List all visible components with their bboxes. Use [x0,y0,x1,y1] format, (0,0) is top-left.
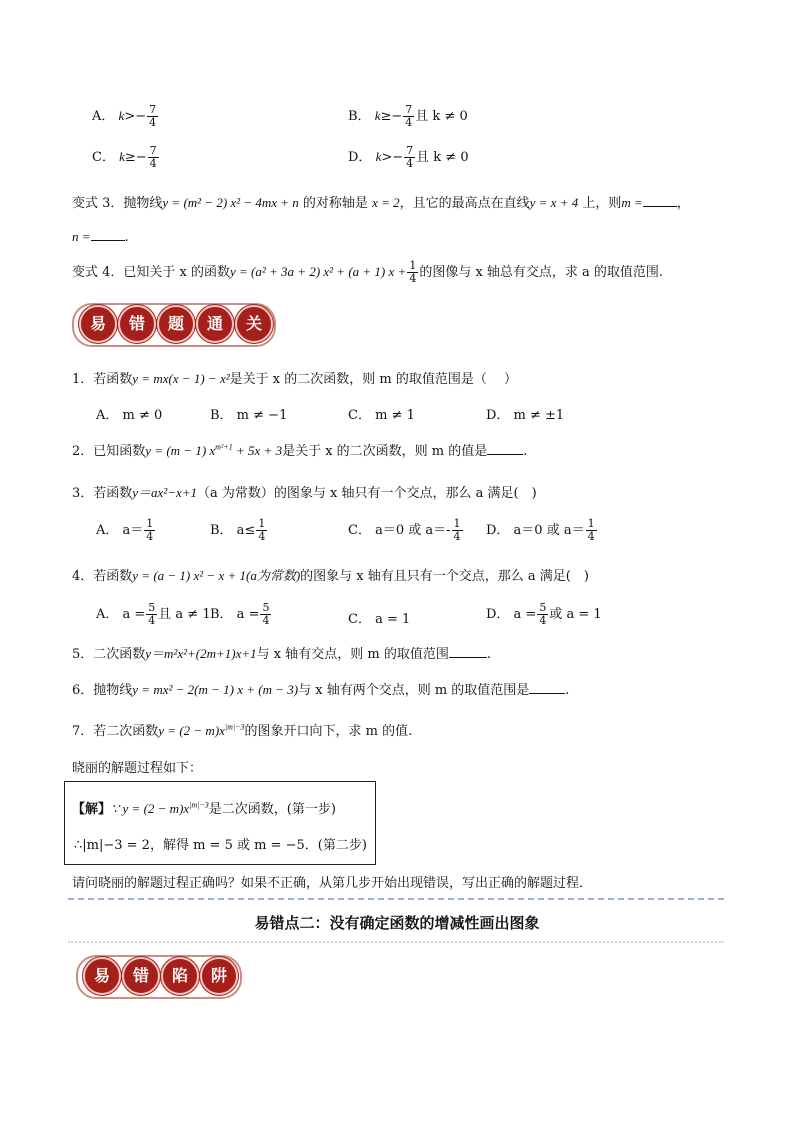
badge-char: 阱 [200,957,238,995]
question-3 [72,482,537,501]
question-text: 5．二次函数 [72,647,146,662]
relation: >− [124,109,147,124]
question-text: 的图像与 x 轴总有交点，求 a 的取值范围. [419,265,664,280]
option-c-b2 [92,145,160,170]
var-k: k [118,108,125,123]
option-label: B． [348,109,371,124]
badge-char: 易 [79,305,117,343]
question-text: 6．抛物线 [72,683,133,698]
q4-option-a: A． a = $\frac{5}{4}$ 且 a ≠ 1 [96,601,211,627]
badge-char: 错 [122,957,160,995]
solution-line-1 [72,798,336,817]
question-text: 7．若二次函数 [72,724,159,739]
question-6 [72,679,569,698]
xiaoli-intro: 晓丽的解题过程如下： [72,761,203,776]
option-a-b2 [92,104,159,129]
q1-option-d: D． m ≠ ±1 [486,408,565,423]
formula: ∵ y = (2 − m)x [111,801,190,816]
badge-char: 关 [235,305,273,343]
q1-option-a: A． m ≠ 0 [96,408,163,423]
question-5 [72,643,491,662]
question-text: 的图象与 x 轴有且只有一个交点，那么 a 满足( ) [300,569,589,584]
option-b-b2 [348,104,468,129]
question-text: 1．若函数 [72,372,133,387]
question-text: . [486,647,491,662]
question-text: 与 x 轴有两个交点，则 m 的取值范围是 [298,683,530,698]
question-text: 4．若函数 [72,569,133,584]
question-text: 是关于 x 的二次函数，则 m 的值是 [282,444,488,459]
question-text: . [124,230,129,245]
fraction: $\frac{7}{4}$ [406,144,414,170]
formula: y = x + 4 [529,195,579,210]
q4-option-c: C． a = 1 [348,612,411,627]
bianshi3-line [72,192,690,211]
follow-up-question: 请问晓丽的解题过程正确吗？如果不正确，从第几步开始出现错误，写出正确的解题过程． [72,876,593,891]
formula: m = [621,195,643,210]
q1-option-c: C． m ≠ 1 [348,408,415,423]
q3-option-d: D． a＝0 或 a＝ $\frac{1}{4}$ [486,517,595,543]
option-d-b2 [348,145,469,170]
answer-blank[interactable] [487,442,523,455]
badge-char: 通 [196,305,234,343]
question-text: 变式 4．已知关于 x 的函数 [72,265,230,280]
formula: n = [72,229,91,244]
q4-option-b: B． a = $\frac{5}{4}$ [210,601,270,627]
fraction: $\frac{7}{4}$ [149,144,157,170]
q3-option-a: A． a＝ $\frac{1}{4}$ [96,517,154,543]
solution-line-2: ∴|m|−3 = 2，解得 m = 5 或 m = −5．(第二步) [74,838,367,853]
question-7 [72,720,412,739]
formula: y = (a² + 3a + 2) x² + (a + 1) x + [230,264,407,279]
option-label: C． [92,150,115,165]
formula: y = (2 − m)x [158,723,225,738]
exponent: |m|−3 [224,722,245,732]
question-text: ， [676,196,690,211]
q4-option-d: D． a = $\frac{5}{4}$ 或 a = 1 [486,601,602,627]
question-text: 的对称轴是 [298,196,373,211]
question-text: 变式 3．抛物线 [72,196,163,211]
bianshi3-line2 [72,228,129,245]
var-k: k [119,149,125,164]
formula: y = (a − 1) x² − x + 1(a为常数) [132,568,301,583]
q3-option-c: C． a＝0 或 a＝- $\frac{1}{4}$ [348,517,461,543]
formula: + 5x + 3 [232,443,283,458]
var-k: k [375,149,382,164]
question-text: 是关于 x 的二次函数，则 m 的取值范围是（ ） [229,372,517,387]
question-text: 与 x 轴有交点，则 m 的取值范围 [256,647,449,662]
answer-blank[interactable] [91,228,125,241]
formula: y＝m²x²+(2m+1)x+1 [145,646,257,661]
fraction: $\frac{7}{4}$ [149,103,157,129]
badge-char: 错 [118,305,156,343]
formula: y = (m − 1) x [145,443,216,458]
question-text: 的图象开口向下，求 m 的值. [244,724,413,739]
fraction: $\frac{1}{4}$ [409,259,417,285]
question-2 [72,440,527,459]
relation: ≥− [380,109,403,124]
solution-tag: 【解】 [72,802,112,817]
question-text: . [565,683,570,698]
section-divider-bottom [68,941,724,943]
question-4 [72,565,589,584]
question-text: （a 为常数）的图象与 x 轴只有一个交点，那么 a 满足( ) [197,486,537,501]
fraction: $\frac{7}{4}$ [405,103,413,129]
var-k: k [374,108,381,123]
badge-char: 易 [83,957,121,995]
question-text: ，且它的最高点在直线 [399,196,530,211]
option-tail: 且 k ≠ 0 [415,109,468,124]
section-title: 易错点二：没有确定函数的增减性画出图象 [254,914,540,932]
exponent: m²+1 [215,442,233,452]
question-1 [72,368,517,387]
question-text: . [523,444,528,459]
question-text: 2．已知函数 [72,444,146,459]
exponent: |m|−3 [189,800,209,810]
option-label: A． [92,109,115,124]
question-text: 3．若函数 [72,486,133,501]
formula: x = 2 [372,195,400,210]
badge-char: 陷 [161,957,199,995]
answer-blank[interactable] [529,681,565,694]
option-label: D． [348,150,372,165]
section-divider-top [68,898,724,900]
formula: y = mx(x − 1) − x² [132,371,230,386]
formula: y = (m² − 2) x² − 4mx + n [162,195,299,210]
question-text: 上，则 [578,196,622,211]
formula: y＝ax²−x+1 [132,485,198,500]
option-tail: 且 k ≠ 0 [416,150,469,165]
answer-blank[interactable] [643,194,677,207]
badge-char: 题 [157,305,195,343]
formula: y = mx² − 2(m − 1) x + (m − 3) [132,682,299,697]
relation: ≥− [124,150,147,165]
q3-option-b: B． a≤ $\frac{1}{4}$ [210,517,266,543]
relation: >− [381,150,404,165]
q1-option-b: B． m ≠ −1 [210,408,288,423]
solution-text: 是二次函数，(第一步) [208,802,336,817]
answer-blank[interactable] [449,645,487,658]
bianshi4-line [72,260,663,285]
